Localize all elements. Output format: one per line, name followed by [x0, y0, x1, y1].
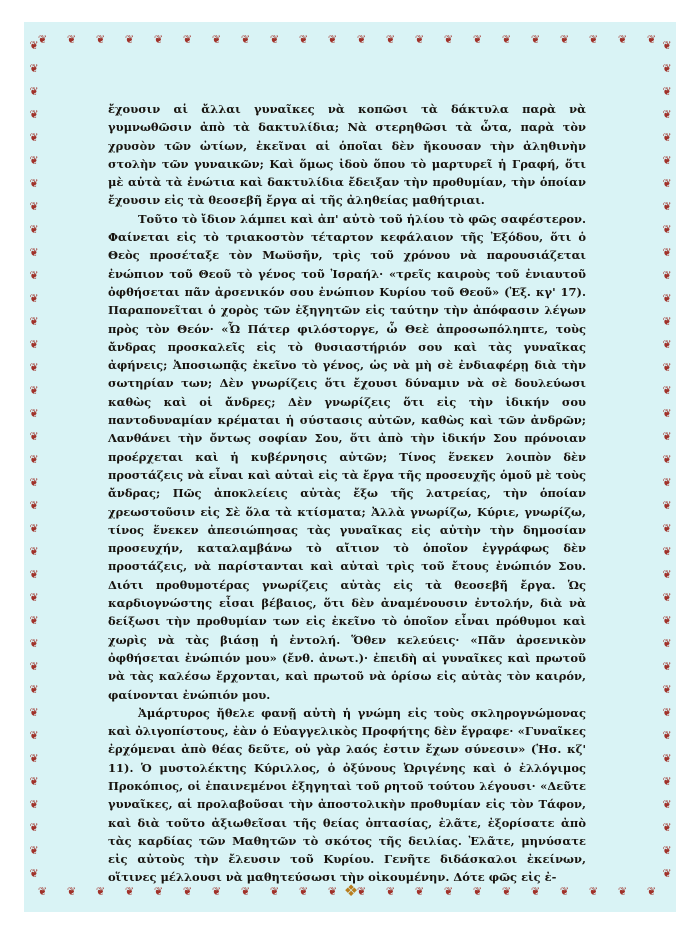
border-ornament-icon: ❦	[472, 886, 483, 898]
border-ornament-icon: ❦	[29, 476, 39, 489]
border-ornament-icon: ❦	[662, 798, 672, 811]
border-ornament-icon: ❦	[662, 223, 672, 236]
border-ornament-icon: ❦	[662, 315, 672, 328]
border-ornament-icon: ❦	[662, 177, 672, 190]
border-ornament-icon: ❦	[662, 683, 672, 696]
body-text	[108, 100, 586, 887]
border-ornament-icon: ❦	[662, 729, 672, 742]
border-ornament-icon: ❦	[37, 34, 48, 46]
center-ornament-icon: ❖	[343, 881, 359, 900]
border-ornament-icon: ❦	[29, 729, 39, 742]
border-ornament-icon: ❦	[662, 614, 672, 627]
border-ornament-icon: ❦	[29, 798, 39, 811]
border-ornament-icon: ❦	[588, 34, 599, 46]
border-ornament-icon: ❦	[124, 886, 135, 898]
border-ornament-icon: ❦	[530, 34, 541, 46]
border-ornament-icon: ❦	[124, 34, 135, 46]
border-ornament-icon: ❦	[646, 34, 657, 46]
border-ornament-icon: ❦	[356, 34, 367, 46]
border-ornament-icon: ❦	[662, 40, 672, 52]
border-ornament-icon: ❦	[153, 34, 164, 46]
border-ornament-icon: ❦	[29, 614, 39, 627]
border-ornament-icon: ❦	[501, 34, 512, 46]
border-ornament-icon: ❦	[662, 154, 672, 167]
border-ornament-icon: ❦	[29, 683, 39, 696]
paragraph: ἔχουσιν αἱ ἄλλαι γυναῖκες νὰ κοπῶσι τὰ δάκτυλα παρὰ νὰ γυμνωθῶσιν ἀπὸ τὰ δακτυλίδια; Νὰ στερηθῶσι τὰ ὦτα, παρὰ τὸν χρυσὸν τῶν ὠτίων, ἐκεῖναι αἱ ὁποῖαι δὲν ἤκουσαν τὴν ἀληθινὴν στολὴν τῶν γυναικῶν; Καὶ ὅμως ἰδοὺ ὅπου τὸ μαρτυρεῖ ἡ Γραφή, ὅτι μὲ αὐτὰ τὰ ἐνώτια καὶ δακτυλίδια ἔδειξαν τὴν προθυμίαν, τὴν ὁποίαν ἔχουσιν εἰς τὰ θεοσεβῆ ἔργα αἱ τῆς ἀληθείας μαθήτριαι.	[108, 102, 586, 208]
border-ornament-icon: ❦	[29, 384, 39, 397]
border-ornament-icon: ❦	[153, 886, 164, 898]
border-ornament-icon: ❦	[29, 200, 39, 213]
border-ornament-icon: ❦	[95, 886, 106, 898]
border-ornament-icon: ❦	[66, 34, 77, 46]
border-ornament-icon: ❦	[662, 499, 672, 512]
border-ornament-icon: ❦	[29, 545, 39, 558]
border-ornament-icon: ❦	[182, 886, 193, 898]
border-ornament-icon: ❦	[29, 453, 39, 466]
border-ornament-icon: ❦	[617, 34, 628, 46]
border-ornament-icon: ❦	[269, 886, 280, 898]
border-ornament-icon: ❦	[662, 453, 672, 466]
decorative-border-top	[28, 34, 672, 48]
border-ornament-icon: ❦	[29, 430, 39, 443]
border-ornament-icon: ❦	[29, 131, 39, 144]
border-ornament-icon: ❦	[662, 568, 672, 581]
border-ornament-icon: ❦	[29, 292, 39, 305]
border-ornament-icon: ❦	[327, 34, 338, 46]
border-ornament-icon: ❦	[29, 867, 39, 880]
border-ornament-icon: ❦	[662, 246, 672, 259]
border-ornament-icon: ❦	[385, 34, 396, 46]
decorative-border-right	[660, 40, 674, 892]
border-ornament-icon: ❦	[662, 384, 672, 397]
border-ornament-icon: ❦	[29, 246, 39, 259]
border-ornament-icon: ❦	[662, 821, 672, 834]
border-ornament-icon: ❦	[29, 568, 39, 581]
border-ornament-icon: ❦	[29, 522, 39, 535]
border-ornament-icon: ❦	[29, 591, 39, 604]
border-ornament-icon: ❦	[29, 752, 39, 765]
border-ornament-icon: ❦	[530, 886, 541, 898]
border-ornament-icon: ❦	[29, 108, 39, 121]
border-ornament-icon: ❦	[211, 34, 222, 46]
border-ornament-icon: ❦	[37, 886, 48, 898]
border-ornament-icon: ❦	[269, 34, 280, 46]
border-ornament-icon: ❦	[662, 775, 672, 788]
border-ornament-icon: ❦	[29, 177, 39, 190]
border-ornament-icon: ❦	[646, 886, 657, 898]
border-ornament-icon: ❦	[662, 131, 672, 144]
border-ornament-icon: ❦	[414, 34, 425, 46]
border-ornament-icon: ❦	[95, 34, 106, 46]
border-ornament-icon: ❦	[662, 476, 672, 489]
border-ornament-icon: ❦	[29, 62, 39, 75]
border-ornament-icon: ❦	[29, 706, 39, 719]
border-ornament-icon: ❦	[29, 844, 39, 857]
border-ornament-icon: ❦	[501, 886, 512, 898]
border-ornament-icon: ❦	[29, 775, 39, 788]
border-ornament-icon: ❦	[588, 886, 599, 898]
border-ornament-icon: ❦	[66, 886, 77, 898]
border-ornament-icon: ❦	[443, 886, 454, 898]
border-ornament-icon: ❦	[662, 752, 672, 765]
border-ornament-icon: ❦	[211, 886, 222, 898]
border-ornament-icon: ❦	[559, 886, 570, 898]
border-ornament-icon: ❦	[662, 522, 672, 535]
border-ornament-icon: ❦	[662, 200, 672, 213]
border-ornament-icon: ❦	[385, 886, 396, 898]
border-ornament-icon: ❦	[662, 844, 672, 857]
border-ornament-icon: ❦	[662, 292, 672, 305]
border-ornament-icon: ❦	[662, 361, 672, 374]
border-ornament-icon: ❦	[662, 430, 672, 443]
border-ornament-icon: ❦	[240, 34, 251, 46]
border-ornament-icon: ❦	[29, 499, 39, 512]
border-ornament-icon: ❦	[662, 660, 672, 673]
border-ornament-icon: ❦	[617, 886, 628, 898]
border-ornament-icon: ❦	[327, 886, 338, 898]
border-ornament-icon: ❦	[240, 886, 251, 898]
border-ornament-icon: ❦	[662, 591, 672, 604]
border-ornament-icon: ❦	[29, 85, 39, 98]
border-ornament-icon: ❦	[29, 407, 39, 420]
border-ornament-icon: ❦	[298, 886, 309, 898]
border-ornament-icon: ❦	[662, 85, 672, 98]
border-ornament-icon: ❦	[443, 34, 454, 46]
border-ornament-icon: ❦	[662, 407, 672, 420]
border-ornament-icon: ❦	[29, 637, 39, 650]
border-ornament-icon: ❦	[29, 269, 39, 282]
border-ornament-icon: ❦	[29, 315, 39, 328]
border-ornament-icon: ❦	[414, 886, 425, 898]
border-ornament-icon: ❦	[29, 154, 39, 167]
border-ornament-icon: ❦	[662, 269, 672, 282]
border-ornament-icon: ❦	[356, 886, 367, 898]
paragraph: Τοῦτο τὸ ἴδιον λάμπει καὶ ἀπ' αὐτὸ τοῦ ἡλίου τὸ φῶς σαφέστερον. Φαίνεται εἰς τὸ τριακοστὸν τέταρτον κεφάλαιον τῆς Ἐξόδου, ὅτι ὁ Θεὸς προσέταξε τὸν Μωϋσῆν, τρὶς τοῦ χρόνου νὰ παρουσιάζεται ἐνώπιον τοῦ Θεοῦ τὸ γένος τοῦ Ἰσραήλ· «τρεῖς καιροὺς τοῦ ἐνιαυτοῦ ὀφθήσεται πᾶν ἀρσενικόν σου ἐνώπιον Κυρίου τοῦ Θεοῦ» (Ἐξ. κγ' 17). Παραπονεῖται ὁ χορὸς τῶν ἐξηγητῶν εἰς ταύτην τὴν ἀπόφασιν λέγων πρὸς τὸν Θεόν· «Ὦ Πάτερ φιλόστοργε, ὦ Θεὲ ἀπροσωπόληπτε, τοὺς ἄνδρας προσκαλεῖς εἰς τὸ θυσιαστήριόν σου καὶ τὰς γυναῖκας ἀφήνεις; Ἀποσιωπᾷς ἐκεῖνο τὸ γένος, ὡς νὰ μὴ σὲ ἐνδιαφέρῃ διὰ τὴν σωτηρίαν των; Δὲν γνωρίζεις ὅτι ἔχουσι δύναμιν νὰ σὲ δουλεύωσι καθὼς καὶ οἱ ἄνδρες; Δὲν γνωρίζεις ὅτι εἰς τὴν ἰδικήν σου παντοδυναμίαν κρέμαται ἡ σύστασις αὐτῶν, καθὼς καὶ τῶν ἀνδρῶν; Λανθάνει τὴν ὄντως σοφίαν Σου, ὅτι ἀπὸ τὴν ἰδικήν Σου πρόνοιαν προέρχεται καὶ ἡ κυβέρνησις αὐτῶν; Τίνος ἕνεκεν λοιπὸν δὲν προστάζεις νὰ εἶναι καὶ αὐταὶ εἰς τὰ ἔργα τῆς προσευχῆς ὁμοῦ μὲ τοὺς ἄνδρας; Πῶς ἀποκλείεις αὐτὰς ἔξω τῆς λατρείας, τὴν ὁποίαν χρεωστοῦσιν εἰς Σὲ ὅλα τὰ κτίσματα; Ἀλλὰ γνωρίζω, Κύριε, γνωρίζω, τίνος ἕνεκεν ἀπεσιώπησας τὰς γυναῖκας εἰς αὐτὴν τὴν δημοσίαν προσευχήν, καταλαμβάνω τὸ αἴτιον τὸ ὁποῖον ἐγγράφως δὲν προστάζεις, νὰ παρίστανται καὶ αὐταὶ τρὶς τοῦ ἔτους ἐνώπιόν Σου. Διότι προθυμοτέρας γνωρίζεις αὐτὰς εἰς τὰ θεοσεβῆ ἔργα. Ὡς καρδιογνώστης εἶσαι βέβαιος, ὅτι δὲν ἀναμένουσιν ἐντολήν, διὰ νὰ δείξωσι τὴν προθυμίαν των εἰς ἐκεῖνο τὸ ὁποῖον εἶναι πρόθυμοι καὶ χωρὶς νὰ τὰς βιάσῃ ἡ ἐντολή. Ὅθεν κελεύεις· «Πᾶν ἀρσενικὸν ὀφθήσεται ἐνώπιόν μου» (ἔνθ. ἀνωτ.)· ἐπειδὴ αἱ γυναῖκες καὶ πρωτοῦ νὰ τὰς καλέσω ἔρχονται, καὶ πρωτοῦ νὰ ὁρίσω εἰς αὐτὰς τὸν καιρόν, φαίνονται ἐνώπιόν μου.	[108, 211, 586, 702]
border-ornament-icon: ❦	[662, 108, 672, 121]
border-ornament-icon: ❦	[662, 62, 672, 75]
border-ornament-icon: ❦	[662, 637, 672, 650]
paragraph: Ἀμάρτυρος ἤθελε φανῇ αὐτὴ ἡ γνώμη εἰς τοὺς σκληρογνώμονας καὶ ὀλιγοπίστους, ἐὰν ὁ Εὐαγγελικὸς Προφήτης δὲν ἔγραφε· «Γυναῖκες ἐρχόμεναι ἀπὸ θέας δεῦτε, οὐ γὰρ λαός ἐστιν ἔχων σύνεσιν» (Ἡσ. κζ' 11). Ὁ μυστολέκτης Κύριλλος, ὁ ὀξύνους Ὠριγένης καὶ ὁ ἐλλόγιμος Προκόπιος, οἱ ἐπαινεμένοι ἐξηγηταὶ τοῦ ρητοῦ τούτου λέγουσι· «Δεῦτε γυναῖκες, αἱ προλαβοῦσαι τὴν ἀποστολικὴν προθυμίαν εἰς τὸν Τάφον, καὶ διὰ τοῦτο ἀξιωθεῖσαι τῆς θείας ὀπτασίας, ἐλᾶτε, ἐξορίσατε ἀπὸ τὰς καρδίας τῶν Μαθητῶν τὸ σκότος τῆς δειλίας. Ἐλᾶτε, μηνύσατε εἰς αὐτοὺς τὴν ἔλευσιν τοῦ Κυρίου. Γενῆτε διδάσκαλοι ἐκείνων, οἵτινες μέλλουσι νὰ μαθητεύσωσι τὴν οἰκουμένην. Δότε φῶς εἰς ἐ-	[108, 705, 586, 885]
border-ornament-icon: ❦	[182, 34, 193, 46]
border-ornament-icon: ❦	[29, 40, 39, 52]
border-ornament-icon: ❦	[662, 867, 672, 880]
border-ornament-icon: ❦	[662, 338, 672, 351]
border-ornament-icon: ❦	[662, 706, 672, 719]
border-ornament-icon: ❦	[29, 338, 39, 351]
border-ornament-icon: ❦	[298, 34, 309, 46]
border-ornament-icon: ❦	[29, 821, 39, 834]
border-ornament-icon: ❦	[662, 545, 672, 558]
border-ornament-icon: ❦	[29, 660, 39, 673]
border-ornament-icon: ❦	[29, 361, 39, 374]
decorative-border-left	[27, 40, 41, 892]
border-ornament-icon: ❦	[29, 223, 39, 236]
border-ornament-icon: ❦	[559, 34, 570, 46]
border-ornament-icon: ❦	[472, 34, 483, 46]
